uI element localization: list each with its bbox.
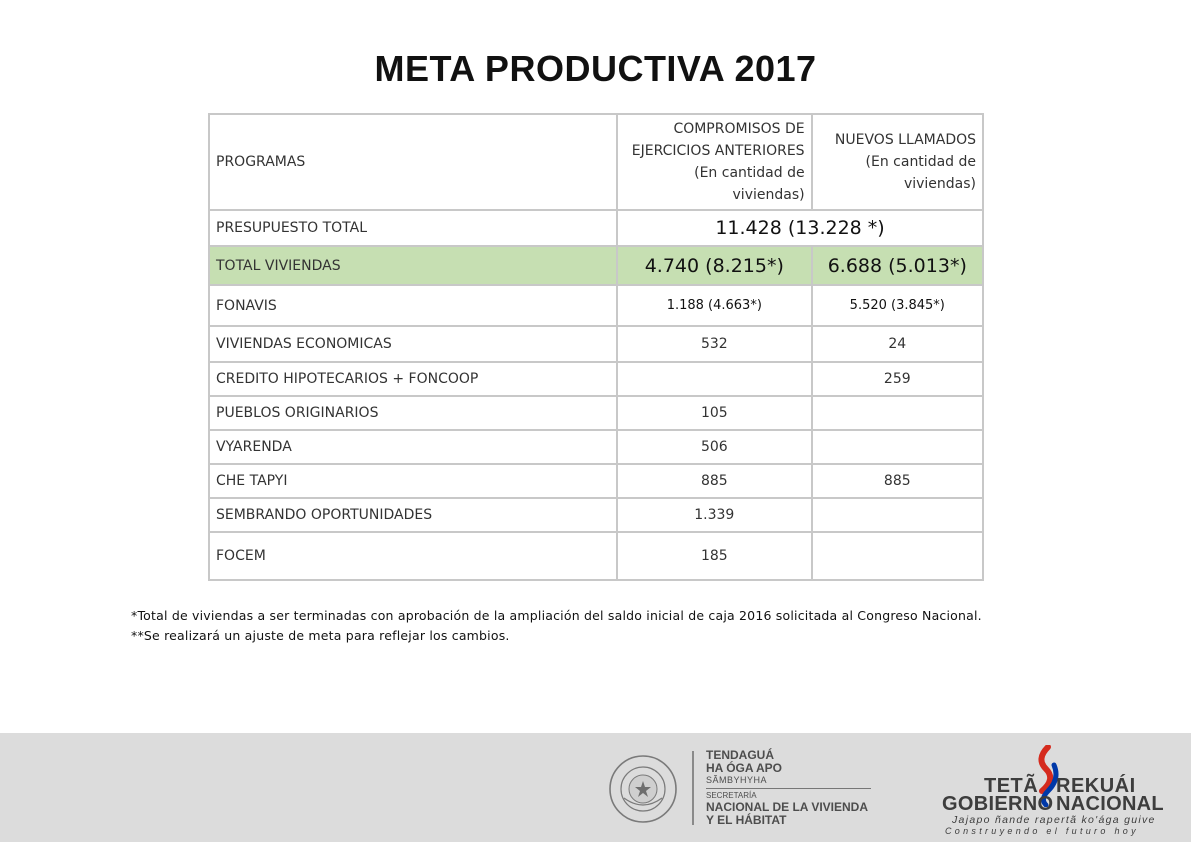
footer-bar: [0, 733, 1191, 842]
institution-line: NACIONAL DE LA VIVIENDA: [706, 800, 869, 814]
row-col2: 185: [617, 532, 812, 580]
table-row: [209, 396, 983, 430]
gobierno-nacional-logo: [940, 745, 1164, 837]
header-nuevos-line: (En cantidad de: [865, 154, 976, 170]
total-col2: 4.740 (8.215*): [617, 246, 812, 285]
header-nuevos-line: NUEVOS LLAMADOS: [834, 132, 976, 148]
table-row: [209, 285, 983, 326]
footer-divider: [692, 751, 694, 825]
total-row: [209, 246, 983, 285]
brand-slogan-guarani: Jajapo ñande rapertã ko'ága guive: [952, 814, 1156, 826]
row-label: VYARENDA: [209, 430, 617, 464]
row-col2: 1.339: [617, 498, 812, 532]
row-label: SEMBRANDO OPORTUNIDADES: [209, 498, 617, 532]
row-label: CHE TAPYI: [209, 464, 617, 498]
institution-block: [706, 749, 871, 827]
row-col2: [617, 362, 812, 396]
brand-word: REKUÁI: [1056, 775, 1136, 797]
total-label: TOTAL VIVIENDAS: [209, 246, 617, 285]
row-col3: [812, 532, 983, 580]
table-header-row: [209, 114, 983, 210]
row-label: FOCEM: [209, 532, 617, 580]
row-col3: [812, 498, 983, 532]
row-label: CREDITO HIPOTECARIOS + FONCOOP: [209, 362, 617, 396]
row-col3: 24: [812, 326, 983, 362]
header-nuevos-llamados: [812, 114, 983, 210]
institution-line: TENDAGUÁ: [706, 748, 774, 762]
header-programas: PROGRAMAS: [209, 114, 617, 210]
row-label: PUEBLOS ORIGINARIOS: [209, 396, 617, 430]
brand-word: TETÃ: [984, 775, 1039, 797]
footnote: *Total de viviendas a ser terminadas con aprobación de la ampliación del saldo inicial de caja 2016 solicitada al Congreso Nacional.: [131, 608, 982, 623]
budget-label: PRESUPUESTO TOTAL: [209, 210, 617, 246]
page-title: META PRODUCTIVA 2017: [374, 48, 817, 89]
meta-table: [208, 113, 984, 581]
brand-word: NACIONAL: [1056, 793, 1164, 815]
row-col3: 259: [812, 362, 983, 396]
row-label: FONAVIS: [209, 285, 617, 326]
header-compromisos-line: (En cantidad de: [694, 165, 805, 181]
table-row: [209, 532, 983, 580]
institution-line: HA ÓGA APO: [706, 761, 783, 775]
footnote: **Se realizará un ajuste de meta para reflejar los cambios.: [131, 628, 510, 643]
header-compromisos-line: EJERCICIOS ANTERIORES: [631, 143, 805, 159]
footnotes: [131, 606, 982, 646]
row-col3: 885: [812, 464, 983, 498]
row-col2: 506: [617, 430, 812, 464]
table-row: [209, 464, 983, 498]
institution-line: SECRETARÍA: [706, 791, 757, 800]
total-col3: 6.688 (5.013*): [812, 246, 983, 285]
table-row: [209, 326, 983, 362]
header-nuevos-line: viviendas): [903, 176, 976, 192]
budget-row: [209, 210, 983, 246]
row-col3: [812, 430, 983, 464]
paraguay-seal-icon: [608, 754, 678, 824]
row-col2: 532: [617, 326, 812, 362]
row-col2: 105: [617, 396, 812, 430]
brand-word: GOBIERNO: [942, 793, 1054, 815]
row-col2: 1.188 (4.663*): [617, 285, 812, 326]
row-col3: [812, 396, 983, 430]
institution-rule: [706, 788, 871, 789]
table-row: [209, 498, 983, 532]
brand-slogan-spanish: Construyendo el futuro hoy: [945, 826, 1139, 836]
header-compromisos: [617, 114, 812, 210]
table-row: [209, 430, 983, 464]
row-label: VIVIENDAS ECONOMICAS: [209, 326, 617, 362]
header-compromisos-line: viviendas): [732, 187, 805, 203]
row-col2: 885: [617, 464, 812, 498]
table-row: [209, 362, 983, 396]
institution-line: Y EL HÁBITAT: [706, 813, 787, 827]
header-compromisos-line: COMPROMISOS DE: [673, 121, 805, 137]
budget-value: 11.428 (13.228 *): [617, 210, 983, 246]
institution-line: SÃMBYHYHA: [706, 775, 768, 785]
row-col3: 5.520 (3.845*): [812, 285, 983, 326]
